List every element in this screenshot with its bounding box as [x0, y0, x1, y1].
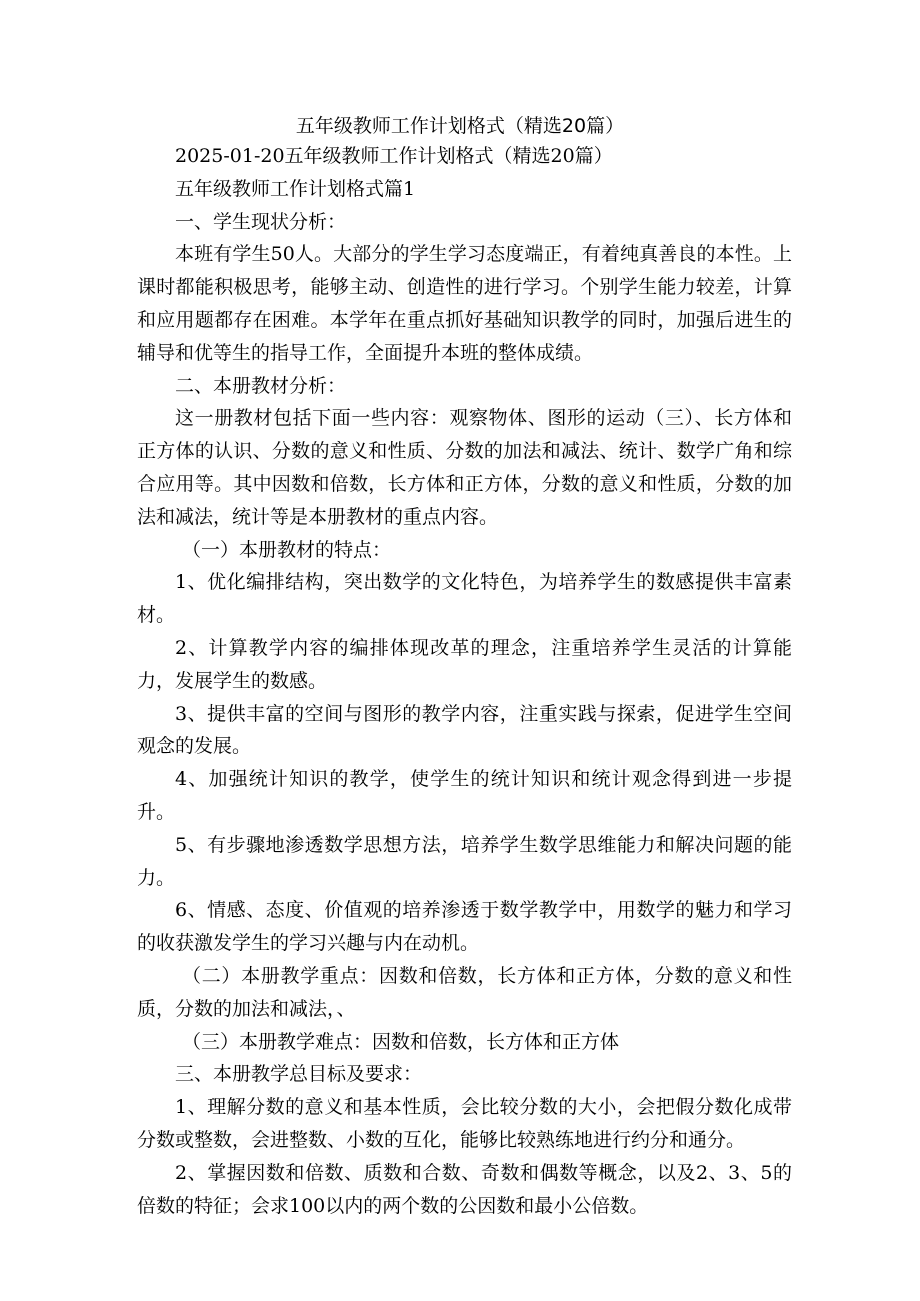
paragraph-teaching-focus: （二）本册教学重点：因数和倍数，长方体和正方体，分数的意义和性质，分数的加法和减法，、 [137, 964, 792, 1020]
paragraph-feature-4: 4、加强统计知识的教学，使学生的统计知识和统计观念得到进一步提升。 [137, 768, 792, 823]
paragraph-heading-goals: 三、本册教学总目标及要求： [175, 1063, 423, 1086]
document-title: 五年级教师工作计划格式（精选20篇） [295, 115, 625, 137]
paragraph-teaching-difficulty: （三）本册教学难点：因数和倍数，长方体和正方体 [182, 1030, 620, 1053]
paragraph-feature-6: 6、情感、态度、价值观的培养渗透于数学教学中，用数学的魅力和学习的收获激发学生的学习兴趣与内在动机。 [137, 899, 792, 955]
paragraph-goal-1: 1、理解分数的意义和基本性质，会比较分数的大小，会把假分数化成带分数或整数，会进整数、小数的互化，能够比较熟练地进行约分和通分。 [137, 1096, 792, 1151]
paragraph-feature-3: 3、提供丰富的空间与图形的教学内容，注重实践与探索，促进学生空间观念的发展。 [137, 702, 792, 758]
paragraph-goal-2: 2、掌握因数和倍数、质数和合数、奇数和偶数等概念，以及2、3、5的倍数的特征；会求100以内的两个数的公因数和最小公倍数。 [137, 1161, 792, 1217]
paragraph-textbook-analysis: 这一册教材包括下面一些内容：观察物体、图形的运动（三）、长方体和正方体的认识、分数的意义和性质、分数的加法和减法、统计、数学广角和综合应用等。其中因数和倍数，长方体和正方体，分数的意义和性质，分数的加法和减法，统计等是本册教材的重点内容。 [137, 407, 792, 528]
paragraph-student-analysis: 本班有学生50人。大部分的学生学习态度端正，有着纯真善良的本性。上课时都能积极思考，能够主动、创造性的进行学习。个别学生能力较差，计算和应用题都存在困难。本学年在重点抓好基础知识教学的同时，加强后进生的辅导和优等生的指导工作，全面提升本班的整体成绩。 [137, 243, 792, 364]
document-body [137, 140, 792, 1222]
paragraph-date-line: 2025-01-20五年级教师工作计划格式（精选20篇） [175, 145, 613, 167]
paragraph-feature-2: 2、计算教学内容的编排体现改革的理念，注重培养学生灵活的计算能力，发展学生的数感。 [137, 636, 792, 692]
paragraph-feature-5: 5、有步骤地渗透数学思想方法，培养学生数学思维能力和解决问题的能力。 [137, 833, 792, 889]
paragraph-feature-1: 1、优化编排结构，突出数学的文化特色，为培养学生的数感提供丰富素材。 [137, 571, 792, 627]
paragraph-heading-textbook-analysis: 二、本册教材分析： [175, 374, 347, 397]
paragraph-heading-student-analysis: 一、学生现状分析： [175, 210, 347, 233]
paragraph-heading-textbook-features: （一）本册教材的特点： [182, 538, 392, 561]
paragraph-section-heading: 五年级教师工作计划格式篇1 [175, 177, 416, 200]
